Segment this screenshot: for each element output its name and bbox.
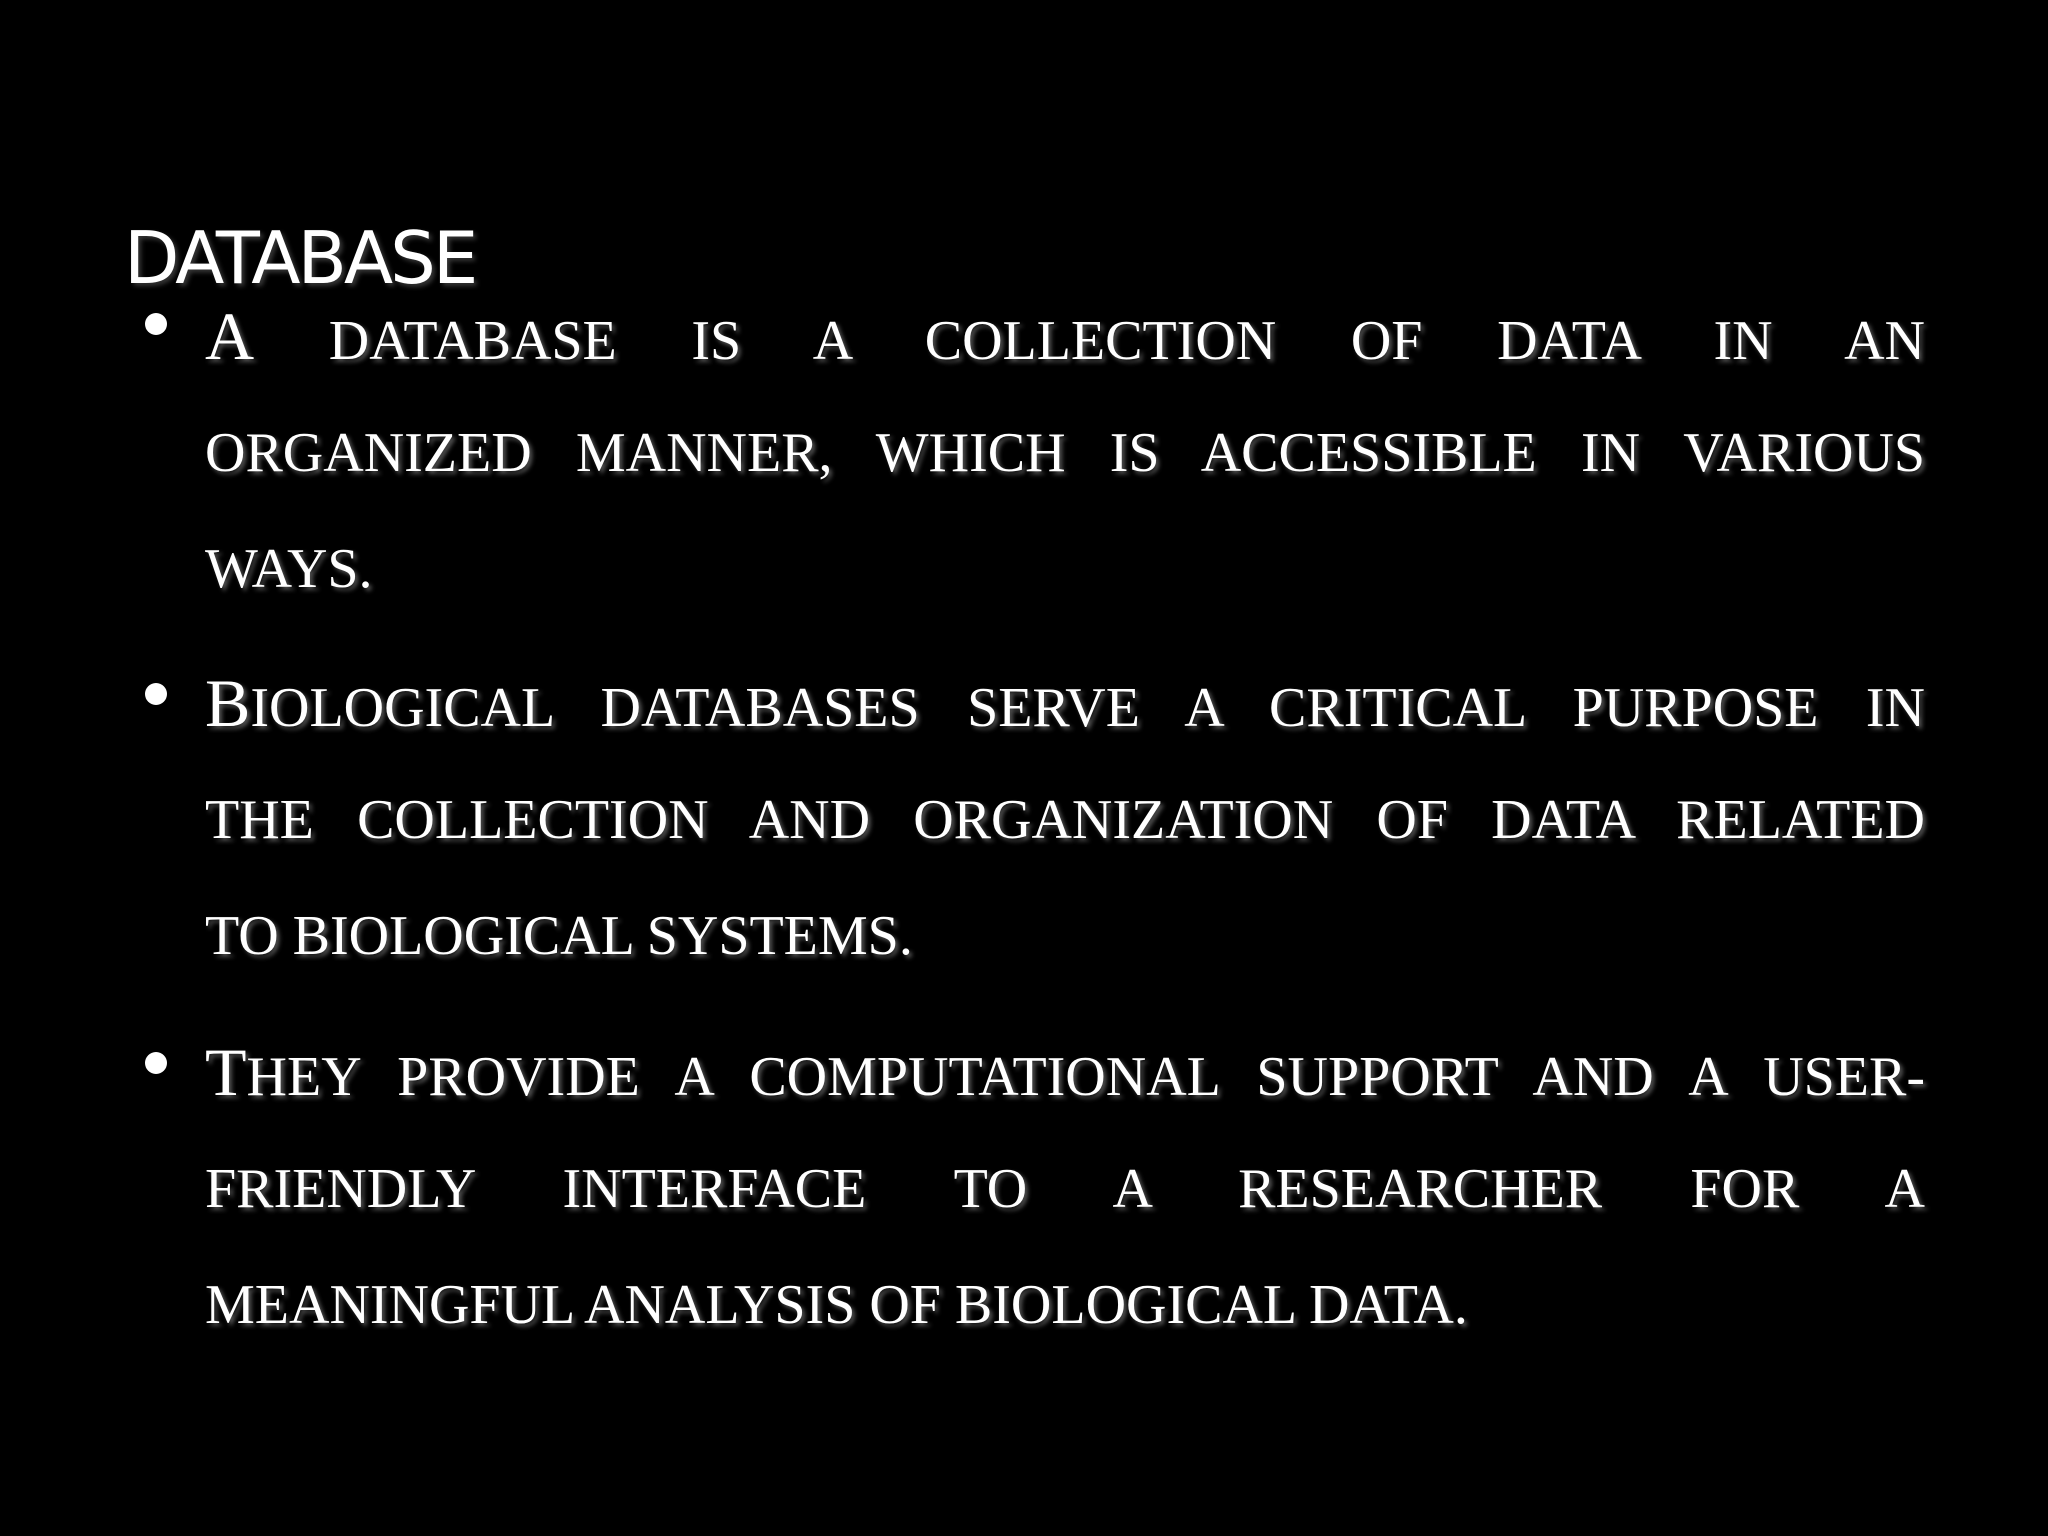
bullet-text-line: FRIENDLY INTERFACE TO A RESEARCHER FOR A <box>205 1158 1925 1220</box>
bullet-dot-icon <box>145 1052 167 1074</box>
bullet-dot-icon <box>145 313 167 335</box>
bullet-text-line: MEANINGFUL ANALYSIS OF BIOLOGICAL DATA. <box>205 1274 1468 1336</box>
bullet-text-line: THEY PROVIDE A COMPUTATIONAL SUPPORT AND A USER- <box>205 1034 1925 1110</box>
bullet-text-line: TO BIOLOGICAL SYSTEMS. <box>205 905 913 967</box>
bullet-text-line: BIOLOGICAL DATABASES SERVE A CRITICAL PURPOSE IN <box>205 665 1925 741</box>
bullet-text-line: A DATABASE IS A COLLECTION OF DATA IN AN <box>205 298 1925 374</box>
bullet-text-line: WAYS. <box>205 538 373 600</box>
bullet-dot-icon <box>145 683 167 705</box>
bullet-text-line: ORGANIZED MANNER, WHICH IS ACCESSIBLE IN VARIOUS <box>205 422 1925 484</box>
slide-title: DATABASE <box>124 216 476 300</box>
bullet-text-line: THE COLLECTION AND ORGANIZATION OF DATA RELATED <box>205 789 1925 851</box>
